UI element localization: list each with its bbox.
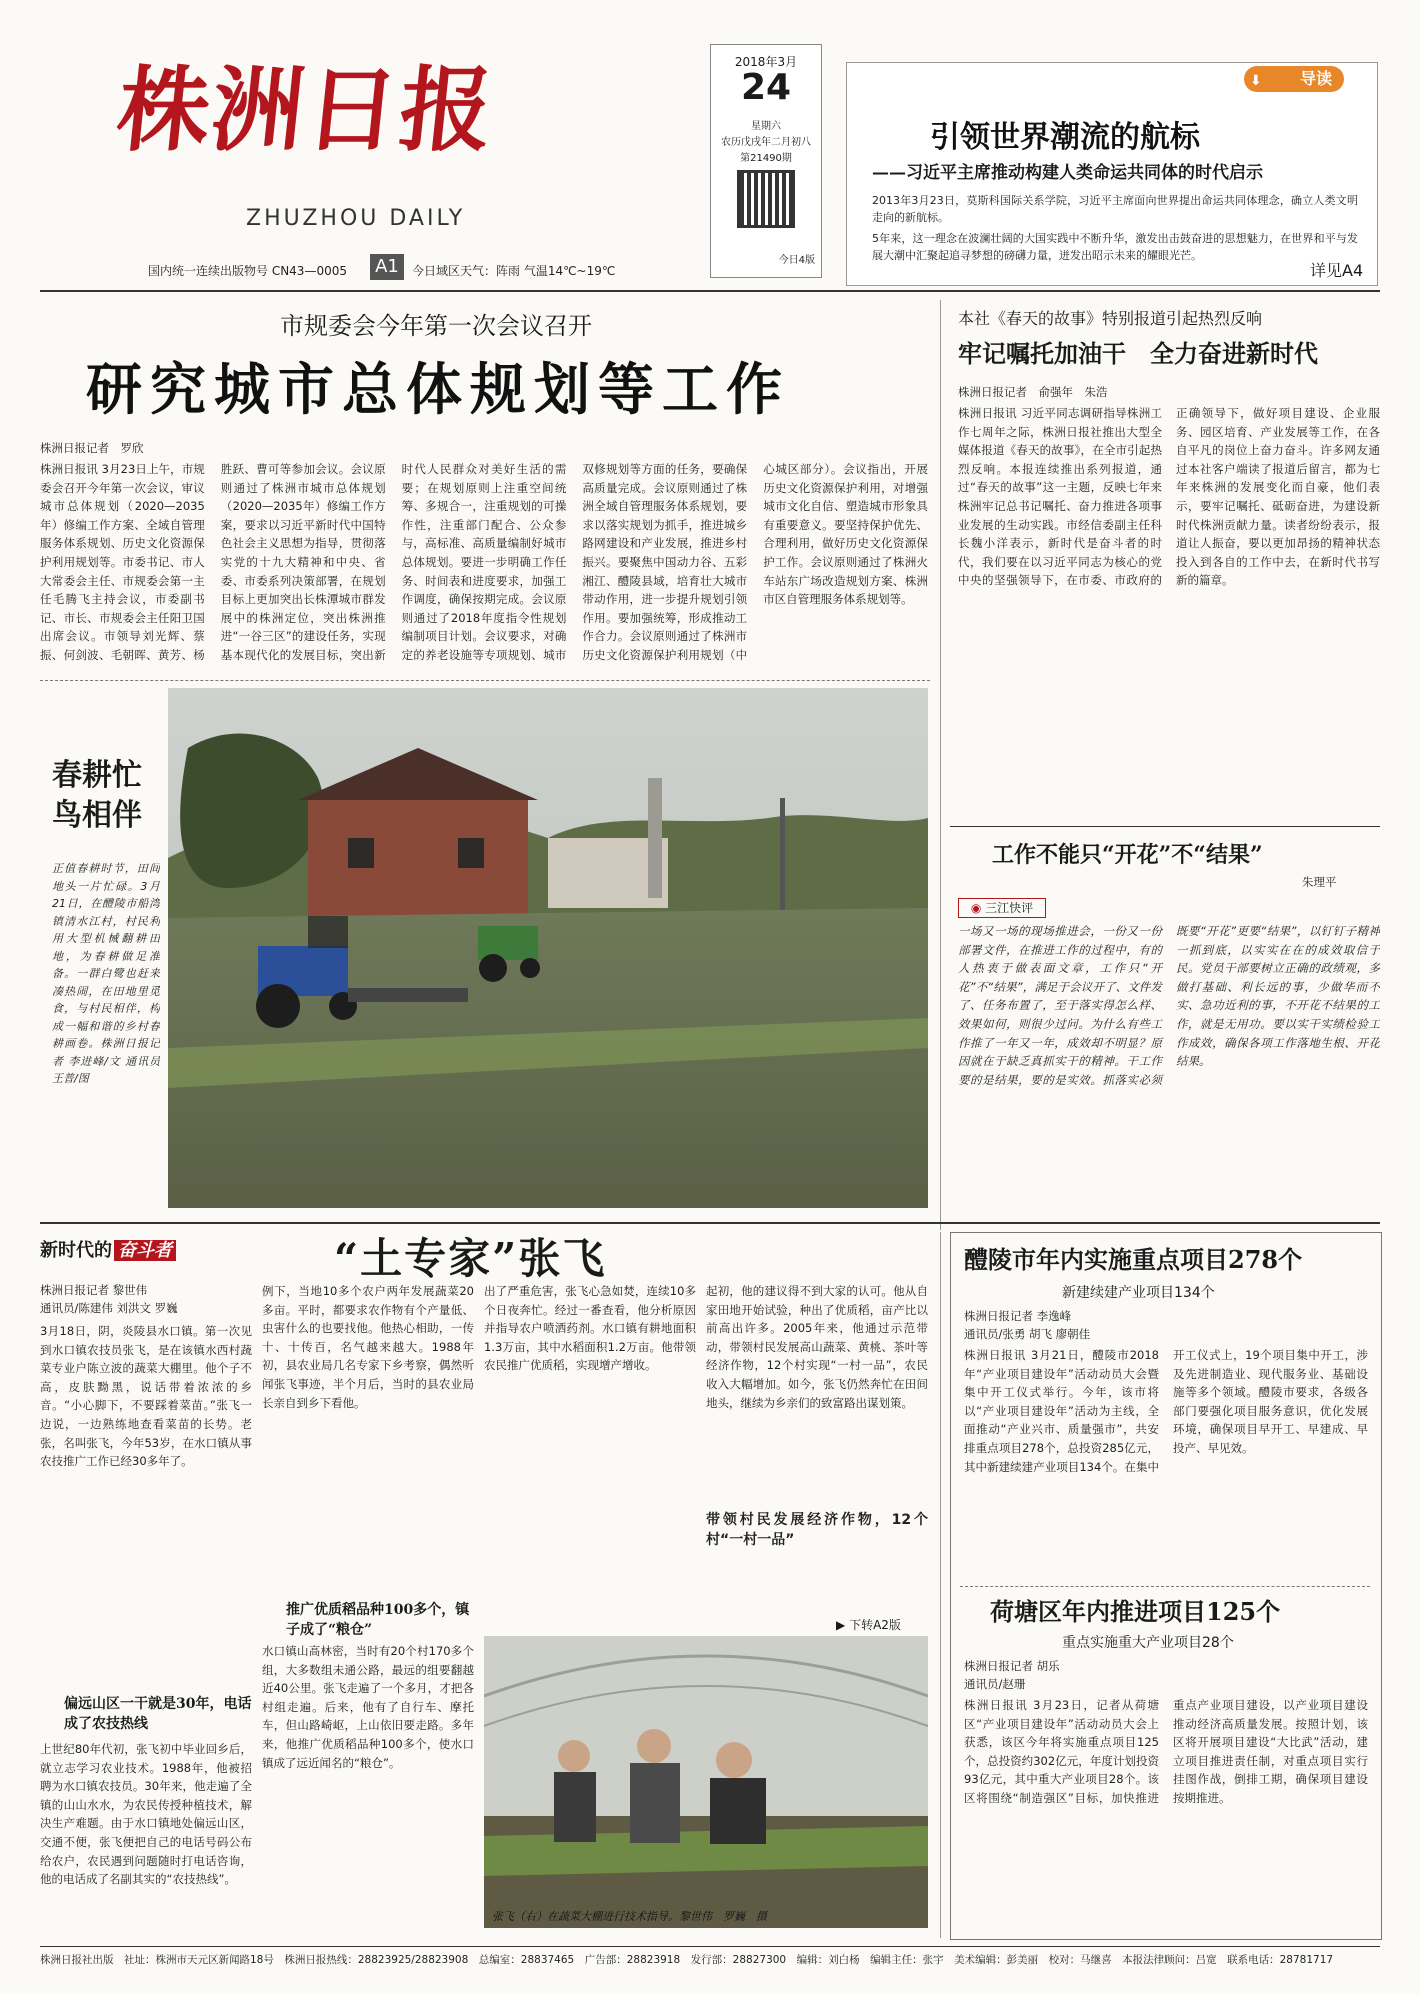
side3-body: 株洲日报讯 3月23日，记者从荷塘区“产业项目建设年”活动动员大会上获悉，该区今年将实施重点项目125个，总投资约302亿元，年度计划投资93亿元，其中重大产业项目28个。该区将围绕“制造强区”目标，加快推进重点产业项目建设，以产业项目建设推动经济高质量发展。按照计划，该区将开展项目建设“大比武”活动，建立项目推进责任制，对重点项目实行挂图作战，倒排工期，确保项目建设按期推进。 xyxy=(964,1698,1368,1805)
guide-subtitle: ——习近平主席推动构建人类命运共同体的时代启示 xyxy=(872,163,1263,183)
weather-text: 今日域区天气：阵雨 气温14℃~19℃ xyxy=(412,264,616,278)
pages-count: 今日4版 xyxy=(778,255,815,266)
feature-body-6: 起初，他的建议得不到大家的认可。他从自家田地开始试验，种出了优质稻，亩产比以前高出许多。2005年来，他通过示范带动，带领村民发展高山蔬菜、黄桃、茶叶等经济作物，12个村实现“一村一品”，农民收入大幅增加。如今，张飞仍然奔忙在田间地头，继续为乡亲们的致富路出谋划策。 xyxy=(706,1284,928,1410)
date-weekday: 星期六 xyxy=(751,121,781,132)
feature-label-main: 新时代的 xyxy=(40,1240,112,1261)
section-rule xyxy=(40,1222,1380,1224)
feature-subhead-3-visible: 带领村民发展经济作物，12个村“一村一品” xyxy=(706,1512,928,1548)
feature-body-3: 例下，当地10多个农户两年发展蔬菜20多亩。平时，都要求农作物有个产量低、虫害什么的也要找他。他热心相助，一传十、十传百，名气越来越大。1988年初，县农业局几名专家下乡考察，偶然听闻张飞事迹，半个月后，当时的县农业局长亲自到乡下看他。 xyxy=(262,1284,474,1410)
side3-subhead: 重点实施重大产业项目28个 xyxy=(1062,1635,1234,1651)
lead-kicker: 市规委会今年第一次会议召开 xyxy=(280,312,592,340)
photo-house-window xyxy=(458,838,484,868)
feature-body-2: 上世纪80年代初，张飞初中毕业回乡后，就立志学习农业技术。1988年，他被招聘为水口镇农技员。30年来，他走遍了全镇的山山水水，为农民传授种植技术，解决生产难题。由于水口镇地处偏远山区，交通不便，张飞便把自己的电话号码公布给农户，农民遇到问题随时打电话咨询，他的电话成了名副其实的“农技热线”。 xyxy=(40,1742,252,1887)
side1-body: 株洲日报讯 习近平同志调研指导株洲工作七周年之际，株洲日报社推出大型全媒体报道《春天的故事》，在全市引起热烈反响。本报连续推出系列报道，通过“春天的故事”这一主题，反映七年来株洲牢记总书记嘱托、奋力推进各项事业发展的生动实践。市经信委副主任科长魏小洋表示，新时代是奋斗者的时代，我们要在以习近平同志为核心的党中央的坚强领导下，在市委、市政府的正确领导下，做好项目建设、企业服务、园区培育、产业发展等工作，在各自平凡的岗位上奋力奋斗。许多网友通过本社客户端读了报道后留言，都为七年来株洲的发展变化而自豪，他们表示，要牢记嘱托、砥砺奋进，为建设新时代株洲贡献力量。读者纷纷表示，报道让人振奋，要以更加昂扬的精神状态投入到各自的工作中去，在新时代书写新的篇章。 xyxy=(958,406,1380,588)
greenhouse-photo-caption: 张飞（右）在蔬菜大棚进行技术指导。黎世伟 罗巍 摄 xyxy=(492,1910,767,1923)
side2-body: 株洲日报讯 3月21日，醴陵市2018年“产业项目建设年”活动动员大会暨集中开工仪式举行。今年，该市将以“产业项目建设年”活动为主线，全面推动“产业兴市、质量强市”，共安排重点项目278个，总投资285亿元，其中新建续建产业项目134个。在集中开工仪式上，19个项目集中开工，涉及先进制造业、现代服务业、基础设施等多个领域。醴陵市要求，各级各部门要强化项目服务意识，优化发展环境，确保项目早开工、早建成、早投产、早见效。 xyxy=(964,1348,1368,1474)
feature-byline-1: 株洲日报记者 黎世伟 xyxy=(40,1283,148,1297)
greenhouse-photo xyxy=(484,1636,928,1928)
guide-title[interactable]: 引领世界潮流的航标 xyxy=(930,120,1200,155)
commentary-body: 一场又一场的现场推进会，一份又一份部署文件，在推进工作的过程中，有的人热衷于做表面文章，工作只“开花”不“结果”，满足于会议开了、文件发了、任务布置了，至于落实得怎么样、效果如何，则很少过问。为什么有些工作推了一年又一年，成效却不明显？原因就在于缺乏真抓实干的精神。干工作要的是结果，要的是实效。抓落实必须既要“开花”更要“结果”，以钉钉子精神一抓到底，以实实在在的成效取信于民。党员干部要树立正确的政绩观，多做打基础、利长远的事，少做华而不实、急功近利的事，不开花不结果的工作，就是无用功。要以实干实绩检验工作成效，确保各项工作落地生根、开花结果。 xyxy=(958,924,1380,1087)
date-box xyxy=(710,44,822,278)
side3-byline-1: 株洲日报记者 胡乐 xyxy=(964,1659,1060,1673)
guide-more-link[interactable]: 详见A4 xyxy=(1310,261,1364,280)
photo-title-line1: 春耕忙 xyxy=(52,758,142,793)
column-rule xyxy=(940,300,941,1230)
masthead-serial: 国内统一连续出版物号 CN43—0005 xyxy=(148,264,347,278)
guide-paragraph-2: 5年来，这一理念在波澜壮阔的大国实践中不断升华，激发出击鼓奋进的思想魅力，在世界和平与发展大潮中汇聚起追寻梦想的磅礴力量，迸发出昭示未来的耀眼光芒。 xyxy=(872,232,1358,262)
side1-rule xyxy=(950,826,1380,827)
guide-badge-label: 导读 xyxy=(1299,69,1332,88)
feature-body-5: 出了严重危害，张飞心急如焚，连续10多个日夜奔忙。经过一番查看，他分析原因并指导农户喷洒药剂。水口镇有耕地面积1.3万亩，其中水稻面积1.2万亩。他带领农民推广优质稻，实现增产增收。 xyxy=(484,1284,696,1373)
feature-more-link[interactable] xyxy=(836,1616,901,1633)
qr-code xyxy=(740,173,792,225)
feature-section-label xyxy=(40,1236,176,1262)
photo-tower xyxy=(648,778,662,898)
feature-byline-2: 通讯员/陈建伟 刘洪文 罗巍 xyxy=(40,1301,178,1315)
date-issue: 第21490期 xyxy=(740,153,792,164)
date-lunar: 农历戊戌年二月初八 xyxy=(721,137,811,148)
spring-farming-photo xyxy=(168,688,928,1208)
side3-headline[interactable]: 荷塘区年内推进项目125个 xyxy=(990,1597,1281,1626)
feature-rule xyxy=(940,1232,941,1938)
commentary-author: 朱理平 xyxy=(1302,875,1337,889)
feature-headline[interactable]: “土专家”张飞 xyxy=(334,1234,607,1283)
side1-headline[interactable]: 牢记嘱托加油干 全力奋进新时代 xyxy=(958,339,1318,368)
masthead-rule xyxy=(40,290,1380,292)
feature-subhead-1: 偏远山区一干就是30年，电话成了农技热线 xyxy=(64,1696,252,1732)
side2-byline-1: 株洲日报记者 李逸峰 xyxy=(964,1309,1072,1323)
side2-byline-2: 通讯员/张勇 胡飞 廖朝佳 xyxy=(964,1327,1091,1341)
side1-byline: 株洲日报记者 俞强年 朱浩 xyxy=(958,385,1108,399)
feature-body-4: 水口镇山高林密，当时有20个村170多个组，大多数组未通公路，最远的组要翻越近40公里。张飞走遍了一个多月，才把各村组走遍。后来，他有了自行车、摩托车，但山路崎岖，上山依旧要走路。多年来，他推广优质稻品种100多个，使水口镇成了远近闻名的“粮仓”。 xyxy=(262,1644,474,1770)
arrow-down-icon: ⬇ xyxy=(1250,73,1262,89)
commentary-column-tag xyxy=(958,898,1046,918)
date-year-month: 2018年3月 xyxy=(734,55,798,69)
lead-byline: 株洲日报记者 罗欣 xyxy=(40,441,144,455)
footer-rule xyxy=(40,1946,1380,1947)
page-number-badge: A1 xyxy=(370,254,404,280)
bullet-icon: ◉ xyxy=(970,901,982,915)
feature-subhead-2: 推广优质稻品种100多个，镇子成了“粮仓” xyxy=(286,1602,470,1638)
side3-byline-2: 通讯员/赵珊 xyxy=(964,1677,1026,1691)
lead-headline[interactable]: 研究城市总体规划等工作 xyxy=(86,357,790,423)
arrow-right-icon: ▶ xyxy=(836,1618,846,1632)
footer-text: 株洲日报社出版 社址：株洲市天元区新闻路18号 株洲日报热线：28823925/28823908 总编室：28837465 广告部：28823918 发行部：28827300 编辑：刘白杨 编辑主任：张宇 美术编辑：彭美丽 校对：马继喜 本报法律顾问：吕宽 联系电话：28781717 xyxy=(40,1954,1334,1966)
photo-title-line2: 鸟相伴 xyxy=(52,798,142,833)
side1-kicker: 本社《春天的故事》特别报道引起热烈反响 xyxy=(958,309,1263,328)
masthead-english: ZHUZHOU DAILY xyxy=(246,206,466,231)
guide-paragraph-1: 2013年3月23日，莫斯科国际关系学院，习近平主席面向世界提出命运共同体理念，确立人类文明走向的新航标。 xyxy=(872,194,1358,224)
photo-caption: 正值春耕时节，田间地头一片忙碌。3月21日，在醴陵市船湾镇清水江村，村民利用大型机械翻耕田地，为春耕做足准备。一群白鹭也赶来凑热闹，在田地里觅食，与村民相伴，构成一幅和谐的乡村春耕画卷。株洲日报记者 李进峰/文 通讯员 王普/图 xyxy=(52,862,160,1085)
lead-body: 株洲日报讯 3月23日上午，市规委会召开今年第一次会议，审议城市总体规划（2020—2035年）修编工作方案、全域自管理服务体系规划、历史文化资源保护利用规划等。市委书记、市人大常委会主任、市规委会第一主任毛腾飞主持会议，市委副书记、市长、市规委会主任阳卫国出席会议。市领导刘光辉、蔡振、何剑波、毛朝晖、黄芳、杨胜跃、曹可等参加会议。会议原则通过了株洲市城市总体规划（2020—2035年）修编工作方案，要求以习近平新时代中国特色社会主义思想为指导，贯彻落实党的十九大精神和中央、省委、市委系列决策部署，在规划目标上更加突出长株潭城市群发展中的株洲定位，突出株洲推进“一谷三区”的建设任务，实现基本现代化的发展目标，突出新时代人民群众对美好生活的需要；在规划原则上注重空间统筹、多规合一，注重规划的可操作性，注重部门配合、公众参与，高标准、高质量编制好城市总体规划。要进一步明确工作任务、时间表和进度要求，加强工作调度，确保按期完成。会议原则通过了2018年度指令性规划编制项目计划。会议要求，对确定的养老设施等专项规划、城市双修规划等方面的任务，要确保高质量完成。会议原则通过了株洲全域自管理服务体系规划，要求以落实规划为抓手，推进城乡路网建设和产业发展，推进乡村振兴。要聚焦中国动力谷、五彩湘江、醴陵县域，培育壮大城市带动作用，进一步提升规划引领作用。要加强统筹，形成推动工作合力。会议原则通过了株洲市历史文化资源保护利用规划（中心城区部分）。会议指出，开展历史文化资源保护利用，对增强城市文化自信、塑造城市形象具有重要意义。要坚持保护优先、合理利用，做好历史文化资源保护工作。会议原则通过了株洲火车站东广场改造规划方案、株洲市区自管理服务体系规划等。 xyxy=(40,462,928,662)
feature-more-label: 下转A2版 xyxy=(849,1618,901,1632)
commentary-column-label: 三江快评 xyxy=(985,901,1034,915)
side2-subhead: 新建续建产业项目134个 xyxy=(1062,1285,1215,1301)
masthead-logo: 株洲日报 xyxy=(112,56,500,164)
feature-body-1: 3月18日，阴，炎陵县水口镇。第一次见到水口镇农技员张飞，是在该镇水西村蔬菜专业户陈立波的蔬菜大棚里。他个子不高，皮肤黝黑，说话带着浓浓的乡音。“小心脚下，不要踩着菜苗。”张飞一边说，一边熟练地查看菜苗的长势。老张，名叫张飞，今年53岁，在水口镇从事农技推广工作已经30多年了。 xyxy=(40,1324,252,1469)
date-day: 24 xyxy=(740,67,792,108)
photo-house-wall xyxy=(308,798,528,918)
side2-headline[interactable]: 醴陵市年内实施重点项目278个 xyxy=(964,1245,1303,1274)
feature-label-highlight: 奋斗者 xyxy=(114,1240,176,1261)
side2-rule xyxy=(960,1586,1370,1587)
photo-house-window xyxy=(348,838,374,868)
guide-badge[interactable] xyxy=(1244,66,1344,92)
commentary-headline[interactable]: 工作不能只“开花”不“结果” xyxy=(992,842,1263,868)
farmer-left xyxy=(554,1740,596,1842)
